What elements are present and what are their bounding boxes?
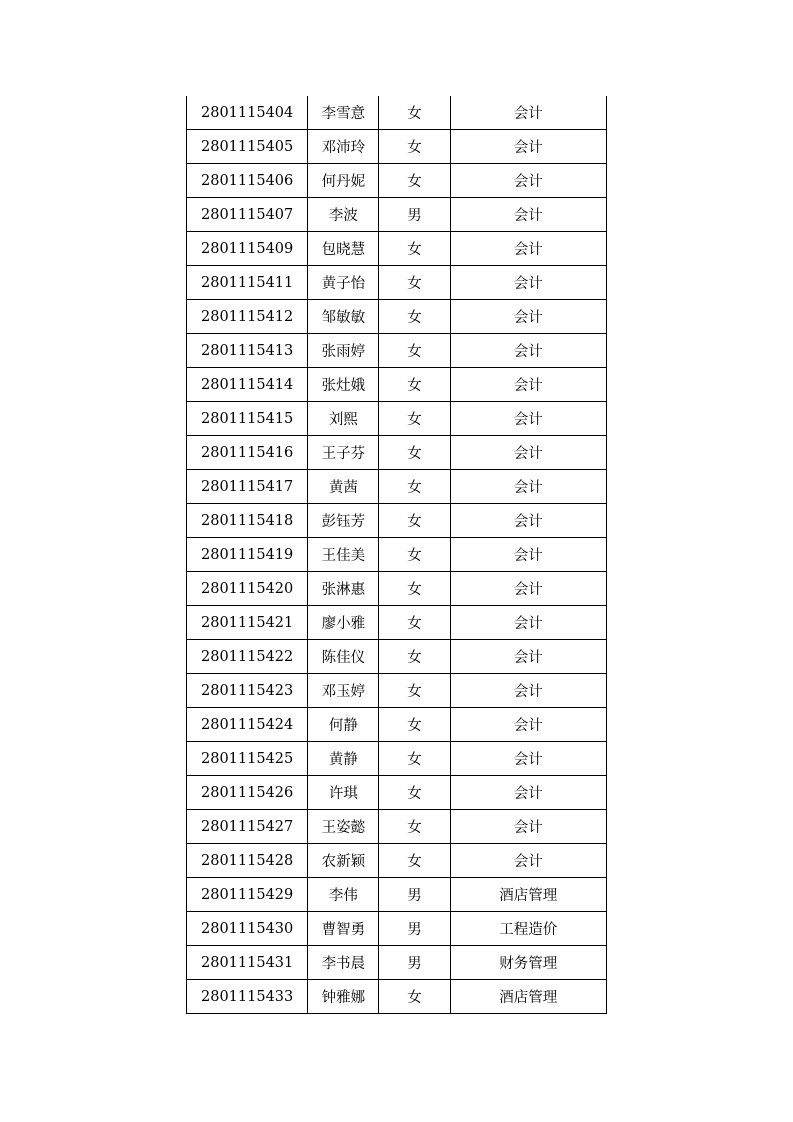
student-gender-cell: 男	[379, 946, 450, 980]
student-name-cell: 许琪	[308, 776, 379, 810]
student-gender-cell: 女	[379, 470, 450, 504]
student-id-cell: 2801115428	[187, 844, 308, 878]
student-name-cell: 王佳美	[308, 538, 379, 572]
student-name-cell: 农新颖	[308, 844, 379, 878]
student-name-cell: 邹敏敏	[308, 300, 379, 334]
table-row	[187, 640, 607, 674]
student-major-cell: 会计	[450, 232, 606, 266]
student-major-cell: 会计	[450, 504, 606, 538]
student-major-cell: 酒店管理	[450, 980, 606, 1014]
student-name-cell: 陈佳仪	[308, 640, 379, 674]
student-gender-cell: 女	[379, 130, 450, 164]
student-id-cell: 2801115430	[187, 912, 308, 946]
student-gender-cell: 女	[379, 232, 450, 266]
student-major-cell: 会计	[450, 572, 606, 606]
student-id-cell: 2801115415	[187, 402, 308, 436]
student-id-cell: 2801115420	[187, 572, 308, 606]
student-major-cell: 会计	[450, 368, 606, 402]
table-row	[187, 980, 607, 1014]
student-name-cell: 曹智勇	[308, 912, 379, 946]
student-name-cell: 何静	[308, 708, 379, 742]
student-name-cell: 张灶娥	[308, 368, 379, 402]
student-major-cell: 会计	[450, 776, 606, 810]
table-row	[187, 674, 607, 708]
student-id-cell: 2801115422	[187, 640, 308, 674]
student-name-cell: 李伟	[308, 878, 379, 912]
student-name-cell: 张雨婷	[308, 334, 379, 368]
student-major-cell: 会计	[450, 674, 606, 708]
student-id-cell: 2801115416	[187, 436, 308, 470]
table-row	[187, 232, 607, 266]
student-major-cell: 会计	[450, 538, 606, 572]
student-table	[186, 96, 607, 1014]
student-gender-cell: 女	[379, 776, 450, 810]
table-row	[187, 810, 607, 844]
table-row	[187, 776, 607, 810]
student-major-cell: 会计	[450, 300, 606, 334]
student-name-cell: 包晓慧	[308, 232, 379, 266]
student-gender-cell: 女	[379, 810, 450, 844]
table-row	[187, 368, 607, 402]
student-id-cell: 2801115418	[187, 504, 308, 538]
student-major-cell: 会计	[450, 742, 606, 776]
student-name-cell: 李波	[308, 198, 379, 232]
student-major-cell: 会计	[450, 96, 606, 130]
table-row	[187, 538, 607, 572]
student-name-cell: 王子芬	[308, 436, 379, 470]
student-id-cell: 2801115404	[187, 96, 308, 130]
student-name-cell: 张淋惠	[308, 572, 379, 606]
student-gender-cell: 女	[379, 436, 450, 470]
table-row	[187, 130, 607, 164]
student-id-cell: 2801115421	[187, 606, 308, 640]
student-name-cell: 彭钰芳	[308, 504, 379, 538]
student-id-cell: 2801115424	[187, 708, 308, 742]
student-name-cell: 邓沛玲	[308, 130, 379, 164]
student-name-cell: 钟雅娜	[308, 980, 379, 1014]
student-id-cell: 2801115411	[187, 266, 308, 300]
table-row	[187, 742, 607, 776]
student-gender-cell: 女	[379, 980, 450, 1014]
student-id-cell: 2801115419	[187, 538, 308, 572]
student-id-cell: 2801115407	[187, 198, 308, 232]
student-id-cell: 2801115406	[187, 164, 308, 198]
student-major-cell: 工程造价	[450, 912, 606, 946]
table-row	[187, 164, 607, 198]
student-name-cell: 黄子怡	[308, 266, 379, 300]
table-row	[187, 504, 607, 538]
student-gender-cell: 女	[379, 640, 450, 674]
student-major-cell: 会计	[450, 198, 606, 232]
student-id-cell: 2801115405	[187, 130, 308, 164]
table-row	[187, 606, 607, 640]
student-name-cell: 李雪意	[308, 96, 379, 130]
student-gender-cell: 女	[379, 538, 450, 572]
student-gender-cell: 女	[379, 368, 450, 402]
student-name-cell: 王姿懿	[308, 810, 379, 844]
student-gender-cell: 女	[379, 402, 450, 436]
student-gender-cell: 女	[379, 674, 450, 708]
student-name-cell: 黄茜	[308, 470, 379, 504]
student-id-cell: 2801115425	[187, 742, 308, 776]
table-row	[187, 198, 607, 232]
student-name-cell: 廖小雅	[308, 606, 379, 640]
student-gender-cell: 女	[379, 504, 450, 538]
student-gender-cell: 女	[379, 708, 450, 742]
student-gender-cell: 男	[379, 912, 450, 946]
table-row	[187, 572, 607, 606]
student-name-cell: 何丹妮	[308, 164, 379, 198]
table-row	[187, 402, 607, 436]
student-gender-cell: 女	[379, 572, 450, 606]
table-row	[187, 96, 607, 130]
student-id-cell: 2801115429	[187, 878, 308, 912]
student-id-cell: 2801115427	[187, 810, 308, 844]
student-table-body	[187, 96, 607, 1014]
student-major-cell: 会计	[450, 844, 606, 878]
student-gender-cell: 女	[379, 844, 450, 878]
table-row	[187, 878, 607, 912]
student-name-cell: 李书晨	[308, 946, 379, 980]
student-id-cell: 2801115431	[187, 946, 308, 980]
student-major-cell: 会计	[450, 130, 606, 164]
table-row	[187, 300, 607, 334]
student-gender-cell: 女	[379, 606, 450, 640]
student-gender-cell: 男	[379, 878, 450, 912]
table-row	[187, 470, 607, 504]
student-gender-cell: 女	[379, 266, 450, 300]
student-name-cell: 刘熙	[308, 402, 379, 436]
student-major-cell: 会计	[450, 640, 606, 674]
student-gender-cell: 男	[379, 198, 450, 232]
student-id-cell: 2801115412	[187, 300, 308, 334]
student-major-cell: 会计	[450, 266, 606, 300]
table-row	[187, 912, 607, 946]
student-name-cell: 邓玉婷	[308, 674, 379, 708]
student-gender-cell: 女	[379, 164, 450, 198]
student-id-cell: 2801115414	[187, 368, 308, 402]
student-name-cell: 黄静	[308, 742, 379, 776]
student-major-cell: 会计	[450, 470, 606, 504]
student-major-cell: 会计	[450, 606, 606, 640]
student-major-cell: 会计	[450, 436, 606, 470]
student-major-cell: 会计	[450, 810, 606, 844]
student-major-cell: 财务管理	[450, 946, 606, 980]
student-id-cell: 2801115433	[187, 980, 308, 1014]
table-row	[187, 266, 607, 300]
student-gender-cell: 女	[379, 742, 450, 776]
student-id-cell: 2801115409	[187, 232, 308, 266]
student-gender-cell: 女	[379, 300, 450, 334]
student-major-cell: 会计	[450, 334, 606, 368]
student-major-cell: 会计	[450, 164, 606, 198]
table-row	[187, 334, 607, 368]
student-id-cell: 2801115413	[187, 334, 308, 368]
student-major-cell: 会计	[450, 402, 606, 436]
student-id-cell: 2801115417	[187, 470, 308, 504]
table-row	[187, 436, 607, 470]
student-id-cell: 2801115426	[187, 776, 308, 810]
student-major-cell: 会计	[450, 708, 606, 742]
table-row	[187, 844, 607, 878]
student-id-cell: 2801115423	[187, 674, 308, 708]
student-major-cell: 酒店管理	[450, 878, 606, 912]
student-gender-cell: 女	[379, 96, 450, 130]
table-row	[187, 946, 607, 980]
student-gender-cell: 女	[379, 334, 450, 368]
table-row	[187, 708, 607, 742]
